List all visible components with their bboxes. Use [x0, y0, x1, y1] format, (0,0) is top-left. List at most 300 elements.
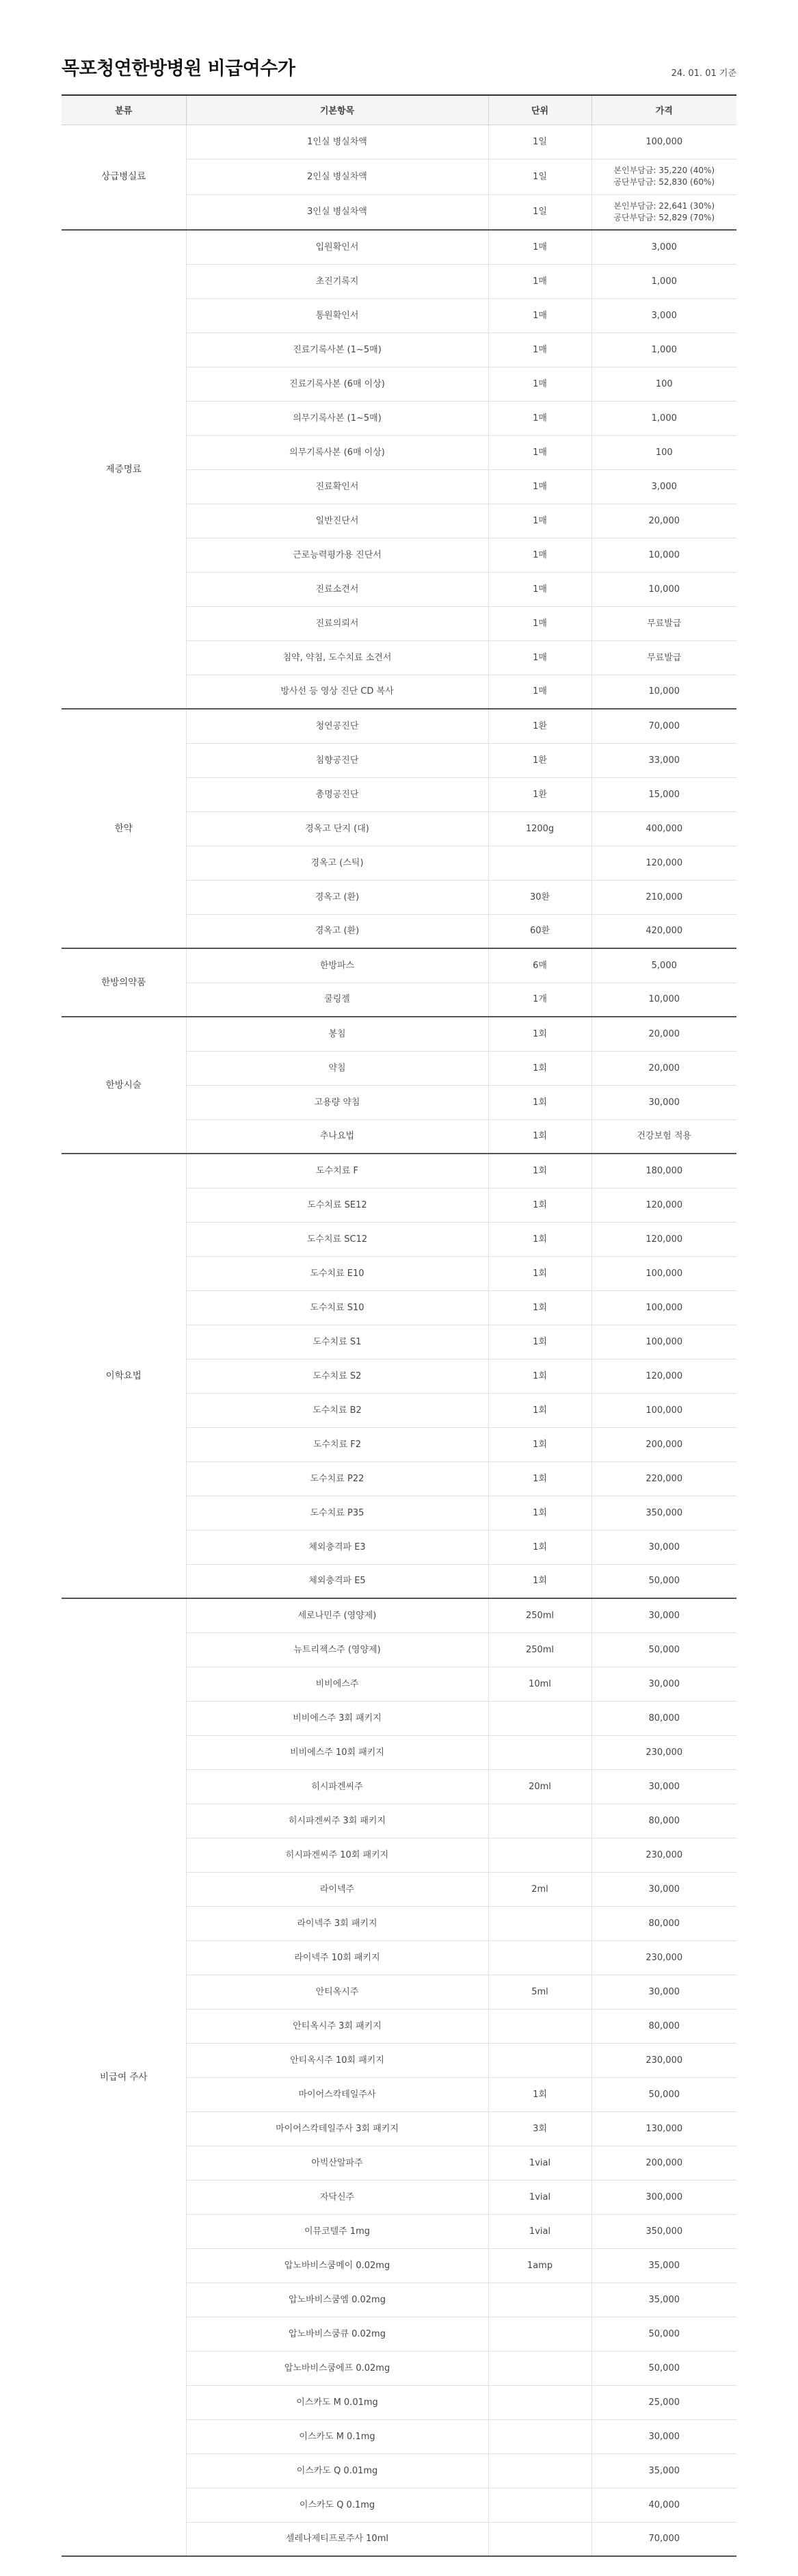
unit-cell [488, 2385, 591, 2419]
price-cell [591, 777, 736, 811]
unit-cell [488, 2351, 591, 2385]
item-cell: 아빅산알파주 [186, 2146, 488, 2180]
unit-cell: 1회 [488, 2077, 591, 2111]
item-cell: 도수치료 SC12 [186, 1222, 488, 1256]
price-cell [591, 2522, 736, 2556]
item-cell: 도수치료 F2 [186, 1427, 488, 1461]
price-line: 30,000 [648, 2431, 680, 2442]
price-cell [591, 1769, 736, 1804]
price-cell [591, 709, 736, 743]
unit-cell [488, 1906, 591, 1940]
price-line: 100,000 [646, 1268, 683, 1279]
price-cell [591, 2385, 736, 2419]
price-cell [591, 401, 736, 435]
price-line: 10,000 [648, 584, 680, 595]
price-line: 100 [655, 447, 673, 458]
item-cell: 안티옥시주 10회 패키지 [186, 2043, 488, 2077]
item-cell: 의무기록사본 (1~5매) [186, 401, 488, 435]
unit-cell: 60환 [488, 914, 591, 948]
unit-cell: 1회 [488, 1461, 591, 1496]
price-line: 30,000 [648, 1986, 680, 1997]
price-line: 3,000 [651, 310, 677, 321]
item-cell: 입원확인서 [186, 230, 488, 264]
price-cell [591, 504, 736, 538]
price-cell [591, 1530, 736, 1564]
item-cell: 도수치료 S10 [186, 1290, 488, 1325]
unit-cell: 3회 [488, 2111, 591, 2146]
price-line: 100,000 [646, 1405, 683, 1416]
price-line: 80,000 [648, 2020, 680, 2031]
item-cell: 안티옥시주 [186, 1975, 488, 2009]
price-cell [591, 2351, 736, 2385]
table-row [62, 1017, 736, 1051]
item-cell: 진료확인서 [186, 469, 488, 504]
item-cell: 히시파겐씨주 [186, 1769, 488, 1804]
unit-cell: 30환 [488, 880, 591, 914]
price-line: 210,000 [646, 892, 683, 902]
price-line: 300,000 [646, 2191, 683, 2202]
item-cell: 일반진단서 [186, 504, 488, 538]
price-line: 33,000 [648, 755, 680, 766]
price-line: 100 [655, 378, 673, 389]
unit-cell: 1매 [488, 435, 591, 469]
price-cell [591, 948, 736, 983]
table-row [62, 709, 736, 743]
item-cell: 1인실 병실차액 [186, 125, 488, 159]
item-cell: 체외충격파 E3 [186, 1530, 488, 1564]
price-line: 1,000 [651, 276, 677, 287]
unit-cell: 1회 [488, 1085, 591, 1119]
table-row [62, 125, 736, 159]
unit-cell: 1매 [488, 504, 591, 538]
unit-cell: 1회 [488, 1051, 591, 1085]
price-cell [591, 1564, 736, 1598]
unit-cell: 1회 [488, 1119, 591, 1154]
item-cell: 침향공진단 [186, 743, 488, 777]
unit-cell [488, 1940, 591, 1975]
unit-cell: 1매 [488, 675, 591, 709]
price-line: 50,000 [648, 2328, 680, 2339]
price-line: 15,000 [648, 789, 680, 800]
price-cell [591, 469, 736, 504]
price-line: 20,000 [648, 515, 680, 526]
unit-cell: 2ml [488, 1872, 591, 1906]
item-cell: 도수치료 SE12 [186, 1188, 488, 1222]
price-cell [591, 1496, 736, 1530]
price-cell [591, 1632, 736, 1667]
price-line: 50,000 [648, 1576, 680, 1587]
unit-cell: 1회 [488, 1530, 591, 1564]
item-cell: 라이넥주 3회 패키지 [186, 1906, 488, 1940]
item-cell: 방사선 등 영상 진단 CD 복사 [186, 675, 488, 709]
price-cell [591, 2248, 736, 2282]
unit-cell: 1매 [488, 230, 591, 264]
unit-cell: 1회 [488, 1290, 591, 1325]
table-row [62, 1598, 736, 1632]
price-line: 70,000 [648, 720, 680, 731]
price-cell [591, 1804, 736, 1838]
unit-cell: 1회 [488, 1496, 591, 1530]
category-cell: 한방시술 [62, 1017, 186, 1154]
unit-cell: 1회 [488, 1222, 591, 1256]
price-line: 35,000 [648, 2294, 680, 2305]
table-body [62, 125, 736, 2556]
price-cell [591, 1906, 736, 1940]
item-cell: 비비에스주 10회 패키지 [186, 1735, 488, 1769]
item-cell: 이스카도 M 0.1mg [186, 2419, 488, 2454]
price-cell [591, 2180, 736, 2214]
price-cell [591, 606, 736, 640]
category-cell: 한약 [62, 709, 186, 948]
item-cell: 마이어스칵테일주사 3회 패키지 [186, 2111, 488, 2146]
item-cell: 체외충격파 E5 [186, 1564, 488, 1598]
item-cell: 세로나민주 (영양제) [186, 1598, 488, 1632]
price-cell [591, 1735, 736, 1769]
table-row [62, 948, 736, 983]
price-cell [591, 1940, 736, 1975]
header-price: 가격 [591, 95, 736, 125]
price-cell [591, 1701, 736, 1735]
price-cell [591, 2111, 736, 2146]
price-cell [591, 675, 736, 709]
price-line: 10,000 [648, 994, 680, 1005]
header-item: 기본항목 [186, 95, 488, 125]
item-cell: 약침 [186, 1051, 488, 1085]
unit-cell: 1매 [488, 333, 591, 367]
price-cell [591, 1393, 736, 1427]
price-cell [591, 2282, 736, 2317]
price-line: 80,000 [648, 1815, 680, 1826]
price-line: 70,000 [648, 2534, 680, 2545]
price-line: 220,000 [646, 1473, 683, 1484]
category-cell: 이학요법 [62, 1154, 186, 1598]
price-line: 120,000 [646, 1370, 683, 1381]
item-cell: 비비에스주 3회 패키지 [186, 1701, 488, 1735]
price-cell [591, 1325, 736, 1359]
price-cell [591, 1359, 736, 1393]
price-cell [591, 914, 736, 948]
price-line: 10,000 [648, 549, 680, 560]
unit-cell: 1환 [488, 743, 591, 777]
unit-cell [488, 2488, 591, 2522]
price-line: 100,000 [646, 136, 683, 147]
price-cell [591, 1222, 736, 1256]
unit-cell: 1회 [488, 1017, 591, 1051]
item-cell: 도수치료 S2 [186, 1359, 488, 1393]
price-line: 200,000 [646, 1439, 683, 1450]
price-cell [591, 640, 736, 675]
item-cell: 진료기록사본 (1~5매) [186, 333, 488, 367]
price-line: 1,000 [651, 413, 677, 424]
price-cell [591, 125, 736, 159]
price-line: 30,000 [648, 1610, 680, 1621]
unit-cell: 1회 [488, 1564, 591, 1598]
item-cell: 의무기록사본 (6매 이상) [186, 435, 488, 469]
price-line: 30,000 [648, 1541, 680, 1552]
item-cell: 경옥고 (스틱) [186, 846, 488, 880]
item-cell: 마이어스칵테일주사 [186, 2077, 488, 2111]
price-cell [591, 2488, 736, 2522]
price-cell [591, 1154, 736, 1188]
price-cell [591, 194, 736, 230]
unit-cell [488, 1701, 591, 1735]
unit-cell: 1개 [488, 983, 591, 1017]
price-cell [591, 2419, 736, 2454]
unit-cell: 1매 [488, 606, 591, 640]
price-line: 30,000 [648, 1097, 680, 1108]
unit-cell: 1회 [488, 1188, 591, 1222]
unit-cell: 1환 [488, 709, 591, 743]
unit-cell: 250ml [488, 1632, 591, 1667]
unit-cell [488, 2043, 591, 2077]
price-line: 130,000 [646, 2123, 683, 2134]
price-page [62, 0, 736, 2557]
price-cell [591, 880, 736, 914]
unit-cell: 1회 [488, 1154, 591, 1188]
header-unit: 단위 [488, 95, 591, 125]
item-cell: 침약, 약침, 도수치료 소견서 [186, 640, 488, 675]
unit-cell [488, 1838, 591, 1872]
unit-cell: 10ml [488, 1667, 591, 1701]
item-cell: 압노바비스쿰메이 0.02mg [186, 2248, 488, 2282]
price-cell [591, 572, 736, 606]
item-cell: 경옥고 (환) [186, 880, 488, 914]
price-line: 80,000 [648, 1918, 680, 1929]
price-line: 420,000 [646, 926, 683, 937]
category-cell: 상급병실료 [62, 125, 186, 230]
price-line: 30,000 [648, 1781, 680, 1792]
price-line: 25,000 [648, 2397, 680, 2408]
unit-cell: 1매 [488, 538, 591, 572]
reference-date: 24. 01. 01 기준 [671, 68, 736, 79]
unit-cell: 1매 [488, 298, 591, 333]
price-line: 건강보험 적용 [637, 1131, 691, 1142]
price-cell [591, 1461, 736, 1496]
item-cell: 통원확인서 [186, 298, 488, 333]
item-cell: 히시파겐씨주 3회 패키지 [186, 1804, 488, 1838]
table-header-row [62, 95, 736, 125]
unit-cell: 1회 [488, 1359, 591, 1393]
unit-cell: 1매 [488, 469, 591, 504]
price-line: 본인부담금: 35,220 (40%) [613, 166, 715, 175]
item-cell: 이스카도 M 0.01mg [186, 2385, 488, 2419]
unit-cell: 1회 [488, 1427, 591, 1461]
unit-cell: 1환 [488, 777, 591, 811]
item-cell: 도수치료 P35 [186, 1496, 488, 1530]
price-line: 400,000 [646, 823, 683, 834]
price-line: 120,000 [646, 1199, 683, 1210]
unit-cell [488, 1735, 591, 1769]
item-cell: 히시파겐씨주 10회 패키지 [186, 1838, 488, 1872]
unit-cell [488, 2454, 591, 2488]
item-cell: 라이넥주 10회 패키지 [186, 1940, 488, 1975]
price-line: 120,000 [646, 1234, 683, 1245]
item-cell: 이뮤코텔주 1mg [186, 2214, 488, 2248]
price-line: 230,000 [646, 1849, 683, 1860]
price-line: 30,000 [648, 1678, 680, 1689]
item-cell: 청연공진단 [186, 709, 488, 743]
item-cell: 압노바비스쿰큐 0.02mg [186, 2317, 488, 2351]
item-cell: 3인실 병실차액 [186, 194, 488, 230]
price-line: 180,000 [646, 1165, 683, 1176]
item-cell: 비비에스주 [186, 1667, 488, 1701]
item-cell: 초진기록지 [186, 264, 488, 298]
price-line: 230,000 [646, 2055, 683, 2066]
unit-cell [488, 1804, 591, 1838]
unit-cell: 1vial [488, 2180, 591, 2214]
price-line: 230,000 [646, 1952, 683, 1963]
price-line: 5,000 [651, 960, 677, 971]
price-cell [591, 367, 736, 401]
price-cell [591, 2009, 736, 2043]
header-category: 분류 [62, 95, 186, 125]
price-line: 100,000 [646, 1302, 683, 1313]
item-cell: 경옥고 (환) [186, 914, 488, 948]
unit-cell: 1매 [488, 572, 591, 606]
price-line: 35,000 [648, 2465, 680, 2476]
item-cell: 진료소견서 [186, 572, 488, 606]
price-cell [591, 1872, 736, 1906]
unit-cell: 1매 [488, 401, 591, 435]
price-line: 무료발급 [647, 652, 682, 663]
item-cell: 2인실 병실차액 [186, 159, 488, 194]
item-cell: 근로능력평가용 진단서 [186, 538, 488, 572]
price-cell [591, 2043, 736, 2077]
category-cell: 한방의약품 [62, 948, 186, 1017]
unit-cell: 1amp [488, 2248, 591, 2282]
price-line: 200,000 [646, 2157, 683, 2168]
unit-cell: 1회 [488, 1256, 591, 1290]
price-line: 50,000 [648, 1644, 680, 1655]
item-cell: 자닥신주 [186, 2180, 488, 2214]
unit-cell [488, 2522, 591, 2556]
price-line: 30,000 [648, 1884, 680, 1895]
price-line: 50,000 [648, 2363, 680, 2373]
price-line: 3,000 [651, 481, 677, 492]
item-cell: 압노바비스쿰에프 0.02mg [186, 2351, 488, 2385]
item-cell: 추나요법 [186, 1119, 488, 1154]
price-cell [591, 159, 736, 194]
price-cell [591, 333, 736, 367]
unit-cell: 250ml [488, 1598, 591, 1632]
item-cell: 도수치료 S1 [186, 1325, 488, 1359]
price-cell [591, 1256, 736, 1290]
price-table [62, 94, 736, 2557]
price-line: 공단부담금: 52,829 (70%) [613, 212, 715, 222]
item-cell: 도수치료 E10 [186, 1256, 488, 1290]
unit-cell: 1매 [488, 264, 591, 298]
table-row [62, 1154, 736, 1188]
price-cell [591, 1598, 736, 1632]
price-cell [591, 230, 736, 264]
price-cell [591, 1838, 736, 1872]
price-cell [591, 1290, 736, 1325]
price-cell [591, 2214, 736, 2248]
price-cell [591, 846, 736, 880]
unit-cell: 1vial [488, 2146, 591, 2180]
category-cell: 비급여 주사 [62, 1598, 186, 2556]
unit-cell: 1200g [488, 811, 591, 846]
price-cell [591, 2146, 736, 2180]
unit-cell: 1회 [488, 1393, 591, 1427]
price-line: 20,000 [648, 1028, 680, 1039]
unit-cell: 5ml [488, 1975, 591, 2009]
price-cell [591, 435, 736, 469]
price-cell [591, 538, 736, 572]
price-line: 50,000 [648, 2089, 680, 2100]
item-cell: 총명공진단 [186, 777, 488, 811]
price-cell [591, 1119, 736, 1154]
unit-cell: 1회 [488, 1325, 591, 1359]
item-cell: 도수치료 F [186, 1154, 488, 1188]
price-line: 10,000 [648, 686, 680, 697]
item-cell: 한방파스 [186, 948, 488, 983]
price-line: 80,000 [648, 1713, 680, 1723]
unit-cell [488, 2282, 591, 2317]
item-cell: 고용량 약침 [186, 1085, 488, 1119]
price-cell [591, 2454, 736, 2488]
price-cell [591, 2077, 736, 2111]
price-line: 40,000 [648, 2499, 680, 2510]
price-cell [591, 983, 736, 1017]
item-cell: 진료의뢰서 [186, 606, 488, 640]
table-row [62, 230, 736, 264]
item-cell: 셀레나제티프로주사 10ml [186, 2522, 488, 2556]
price-cell [591, 1051, 736, 1085]
item-cell: 진료기록사본 (6매 이상) [186, 367, 488, 401]
item-cell: 쿨링젤 [186, 983, 488, 1017]
unit-cell [488, 2419, 591, 2454]
item-cell: 이스카도 Q 0.01mg [186, 2454, 488, 2488]
item-cell: 봉침 [186, 1017, 488, 1051]
price-line: 3,000 [651, 242, 677, 252]
unit-cell [488, 846, 591, 880]
price-line: 공단부담금: 52,830 (60%) [613, 177, 715, 187]
item-cell: 라이넥주 [186, 1872, 488, 1906]
item-cell: 안티옥시주 3회 패키지 [186, 2009, 488, 2043]
price-line: 1,000 [651, 344, 677, 355]
price-cell [591, 1667, 736, 1701]
unit-cell: 6매 [488, 948, 591, 983]
item-cell: 이스카도 Q 0.1mg [186, 2488, 488, 2522]
price-cell [591, 264, 736, 298]
price-line: 350,000 [646, 2226, 683, 2237]
price-cell [591, 811, 736, 846]
price-cell [591, 298, 736, 333]
unit-cell: 1vial [488, 2214, 591, 2248]
unit-cell [488, 2009, 591, 2043]
page-header [62, 0, 736, 94]
price-cell [591, 743, 736, 777]
unit-cell: 1매 [488, 367, 591, 401]
price-line: 본인부담금: 22,641 (30%) [613, 200, 715, 211]
item-cell: 도수치료 P22 [186, 1461, 488, 1496]
category-cell: 제증명료 [62, 230, 186, 709]
unit-cell: 1일 [488, 125, 591, 159]
item-cell: 경옥고 단지 (대) [186, 811, 488, 846]
unit-cell: 1매 [488, 640, 591, 675]
item-cell: 뉴트리젝스주 (영양제) [186, 1632, 488, 1667]
price-line: 230,000 [646, 1747, 683, 1758]
page-title: 목포청연한방병원 비급여수가 [62, 58, 295, 79]
price-cell [591, 2317, 736, 2351]
price-line: 350,000 [646, 1507, 683, 1518]
unit-cell: 20ml [488, 1769, 591, 1804]
unit-cell: 1일 [488, 194, 591, 230]
price-cell [591, 1017, 736, 1051]
price-line: 무료발급 [647, 618, 682, 629]
unit-cell: 1일 [488, 159, 591, 194]
